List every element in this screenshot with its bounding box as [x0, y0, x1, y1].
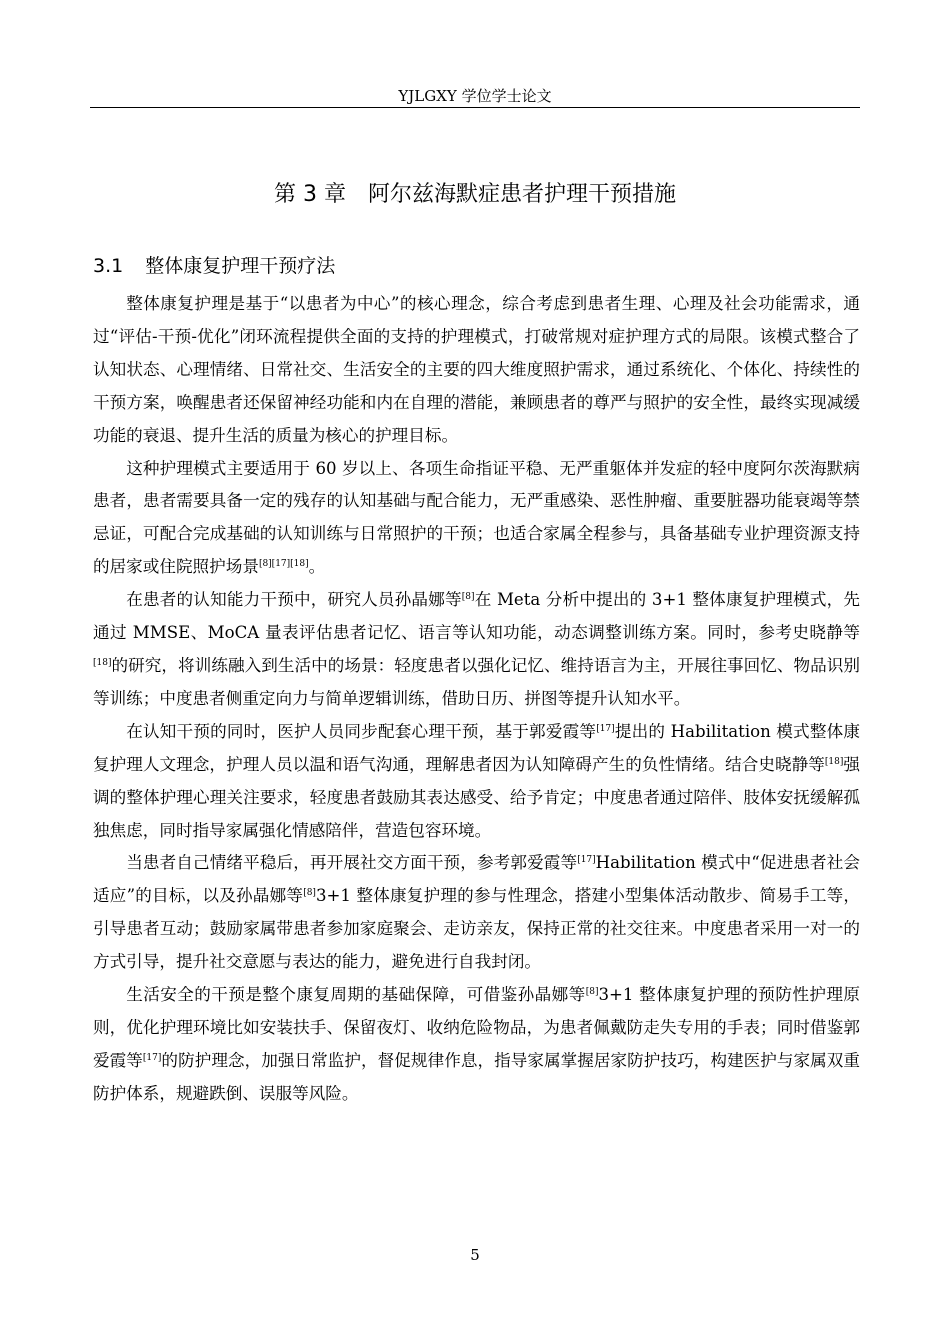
paragraph-6: [93, 979, 860, 1111]
header-divider: [90, 107, 860, 108]
paragraph-text: 提出的 Habilitation 模式整体康复护理人文理念，护理人员以温和语气沟通，理解患者因为认知障碍产生的负性情绪。结合史晓静等: [93, 721, 861, 774]
paragraph-2: [93, 453, 860, 585]
citation: [17]: [596, 723, 615, 734]
paragraph-text: 的防护理念，加强日常监护，督促规律作息，指导家属掌握居家防护技巧，构建医护与家属双重防护体系，规避跌倒、误服等风险。: [93, 1050, 861, 1103]
paragraph-text: 强调的整体护理心理关注要求，轻度患者鼓励其表达感受、给予肯定；中度患者通过陪伴、肢体安抚缓解孤独焦虑，同时指导家属强化情感陪伴，营造包容环境。: [93, 754, 861, 840]
paragraph-text: 的研究，将训练融入到生活中的场景：轻度患者以强化记忆、维持语言为主，开展往事回忆、物品识别等训练；中度患者侧重定向力与简单逻辑训练，借助日历、拼图等提升认知水平。: [93, 655, 860, 708]
paragraph-1: [93, 288, 860, 453]
chapter-title-text: 阿尔兹海默症患者护理干预措施: [367, 182, 676, 207]
page-number: 5: [470, 1246, 480, 1264]
body-text: [93, 288, 860, 1111]
paragraph-text: 在患者的认知能力干预中，研究人员孙晶娜等: [126, 590, 462, 610]
paragraph-text: Habilitation 模式中“促进患者社会适应”的目标，以及孙晶娜等: [93, 853, 860, 906]
citation: [17]: [577, 855, 596, 866]
paragraph-5: [93, 847, 860, 979]
citation: [8]: [461, 592, 475, 603]
chapter-title: [90, 178, 860, 212]
paragraph-text: 生活安全的干预是整个康复周期的基础保障，可借鉴孙晶娜等: [126, 985, 586, 1005]
section-title-text: 整体康复护理干预疗法: [145, 255, 336, 277]
chapter-number: 第 3 章: [274, 182, 346, 207]
running-header: YJLGXY 学位学士论文: [398, 87, 552, 105]
paragraph-text: 这种护理模式主要适用于 60 岁以上、各项生命指证平稳、无严重躯体并发症的轻中度阿尔茨海默病患者，患者需要具备一定的残存的认知基础与配合能力，无严重感染、恶性肿瘤、重要脏器功能衰竭等禁忌证，可配合完成基础的认知训练与日常照护的干预；也适合家属全程参与，具备基础专业护理资源支持的居家或住院照护场景: [93, 458, 860, 577]
section-heading: [93, 252, 335, 280]
paragraph-text: 在 Meta 分析中提出的 3+1 整体康复护理模式，先通过 MMSE、MoCA 量表评估患者记忆、语言等认知功能，动态调整训练方案。同时，参考史晓静等: [93, 590, 860, 643]
citation: [8]: [303, 888, 316, 899]
paragraph-text: 3+1 整体康复护理的预防性护理原则，优化护理环境比如安装扶手、保留夜灯、收纳危险物品，为患者佩戴防走失专用的手表；同时借鉴郭爱霞等: [93, 985, 860, 1070]
citation: [18]: [93, 657, 112, 668]
section-number: 3.1: [93, 255, 124, 277]
paragraph-3: [93, 584, 860, 716]
citation: [8][17][18]: [258, 559, 309, 570]
paragraph-text: 3+1 整体康复护理的参与性理念，搭建小型集体活动散步、简易手工等，引导患者互动；鼓励家属带患者参加家庭聚会、走访亲友，保持正常的社交往来。中度患者采用一对一的方式引导，提升社交意愿与表达的能力，避免进行自我封闭。: [93, 886, 860, 972]
paragraph-text: 在认知干预的同时，医护人员同步配套心理干预，基于郭爱霞等: [126, 721, 597, 741]
paragraph-text: 。: [308, 557, 326, 577]
paragraph-text: 当患者自己情绪平稳后，再开展社交方面干预，参考郭爱霞等: [126, 853, 578, 873]
paragraph-text: 整体康复护理是基于“以患者为中心”的核心理念，综合考虑到患者生理、心理及社会功能需求，通过“评估-干预-优化”闭环流程提供全面的支持的护理模式，打破常规对症护理方式的局限。该模式整合了认知状态、心理情绪、日常社交、生活安全的主要的四大维度照护需求，通过系统化、个体化、持续性的干预方案，唤醒患者还保留神经功能和内在自理的潜能，兼顾患者的尊严与照护的安全性，最终实现减缓功能的衰退、提升生活的质量为核心的护理目标。: [93, 294, 860, 445]
citation: [17]: [142, 1052, 162, 1063]
paragraph-4: [93, 716, 860, 848]
citation: [8]: [585, 987, 599, 998]
citation: [18]: [824, 756, 844, 767]
